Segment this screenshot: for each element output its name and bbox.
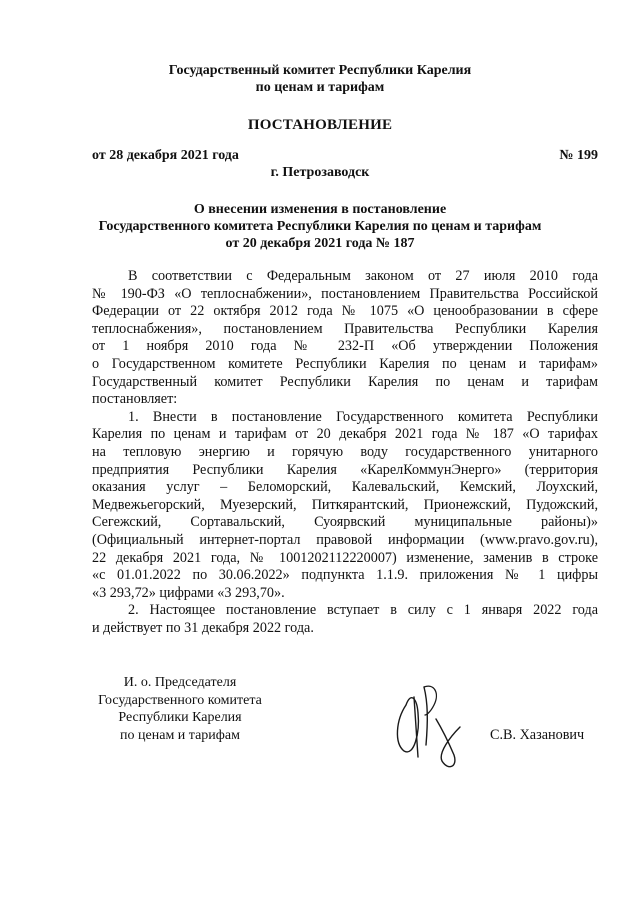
document-title-line3: от 20 декабря 2021 года № 187	[225, 236, 415, 251]
document-title-line1: О внесении изменения в постановление	[193, 202, 447, 217]
body-line: Карелия по ценам и тарифам от 20 декабря 2021 года № 187 «О тарифах	[92, 426, 598, 443]
body-line: 22 декабря 2021 года, № 1001202112220007) изменение, заменив в строке	[92, 549, 598, 566]
signatory-title-line3: Республики Карелия	[118, 710, 242, 725]
org-name-line2: по ценам и тарифам	[255, 80, 385, 95]
body-line: оказания услуг – Беломорский, Калевальский, Кемский, Лоухский,	[92, 479, 598, 496]
signatory-title-line1: И. о. Председателя	[123, 675, 237, 690]
document-number: № 199	[559, 148, 598, 163]
body-line: Федерации от 22 октября 2012 года № 1075 «О ценообразовании в сфере	[92, 303, 598, 320]
body-line: (Официальный интернет-портал правовой информации (www.pravo.gov.ru),	[92, 532, 598, 548]
body-line: 1. Внести в постановление Государственного комитета Республики	[128, 408, 598, 425]
document-city: г. Петрозаводск	[270, 165, 370, 180]
body-line: В соответствии с Федеральным законом от 27 июля 2010 года	[128, 268, 598, 284]
body-line: теплоснабжения», постановлением Правительства Республики Карелия	[92, 320, 598, 337]
body-line: № 190-ФЗ «О теплоснабжении», постановлением Правительства Российской	[92, 285, 598, 302]
body-line: Медвежьегорский, Муезерский, Питкярантский, Прионежский, Пудожский,	[92, 496, 598, 513]
body-line: от 1 ноября 2010 года № 232-П «Об утверждении Положения	[92, 338, 598, 355]
body-line: «с 01.01.2022 по 30.06.2022» подпункта 1.1.9. приложения № 1 цифры	[92, 567, 598, 584]
signatory-title-line4: по ценам и тарифам	[120, 727, 240, 743]
body-line: на тепловую энергию и горячую воду государственного унитарного	[92, 444, 598, 460]
body-line: постановляет:	[92, 391, 178, 408]
body-line: Государственный комитет Республики Карелия по ценам и тарифам	[92, 373, 598, 390]
handwritten-signature	[378, 675, 478, 775]
body-line: о Государственном комитете Республики Карелия по ценам и тарифам»	[92, 356, 598, 372]
body-line: Сегежский, Сортавальский, Суоярвский муниципальные районы)»	[92, 514, 598, 531]
org-name-line1: Государственный комитет Республики Карелия	[168, 63, 472, 78]
body-line: предприятия Республики Карелия «КарелКоммунЭнерго» (территория	[92, 461, 598, 478]
document-type: ПОСТАНОВЛЕНИЕ	[247, 117, 393, 133]
signatory-name: С.В. Хазанович	[490, 726, 585, 743]
document-date: от 28 декабря 2021 года	[92, 148, 239, 163]
body-line: и действует по 31 декабря 2022 года.	[92, 620, 314, 636]
signatory-title-line2: Государственного комитета	[98, 692, 262, 708]
document-title-line2: Государственного комитета Республики Карелия по ценам и тарифам	[98, 219, 542, 234]
body-line: 2. Настоящее постановление вступает в силу с 1 января 2022 года	[128, 602, 598, 619]
body-line: «3 293,72» цифрами «3 293,70».	[92, 584, 285, 601]
